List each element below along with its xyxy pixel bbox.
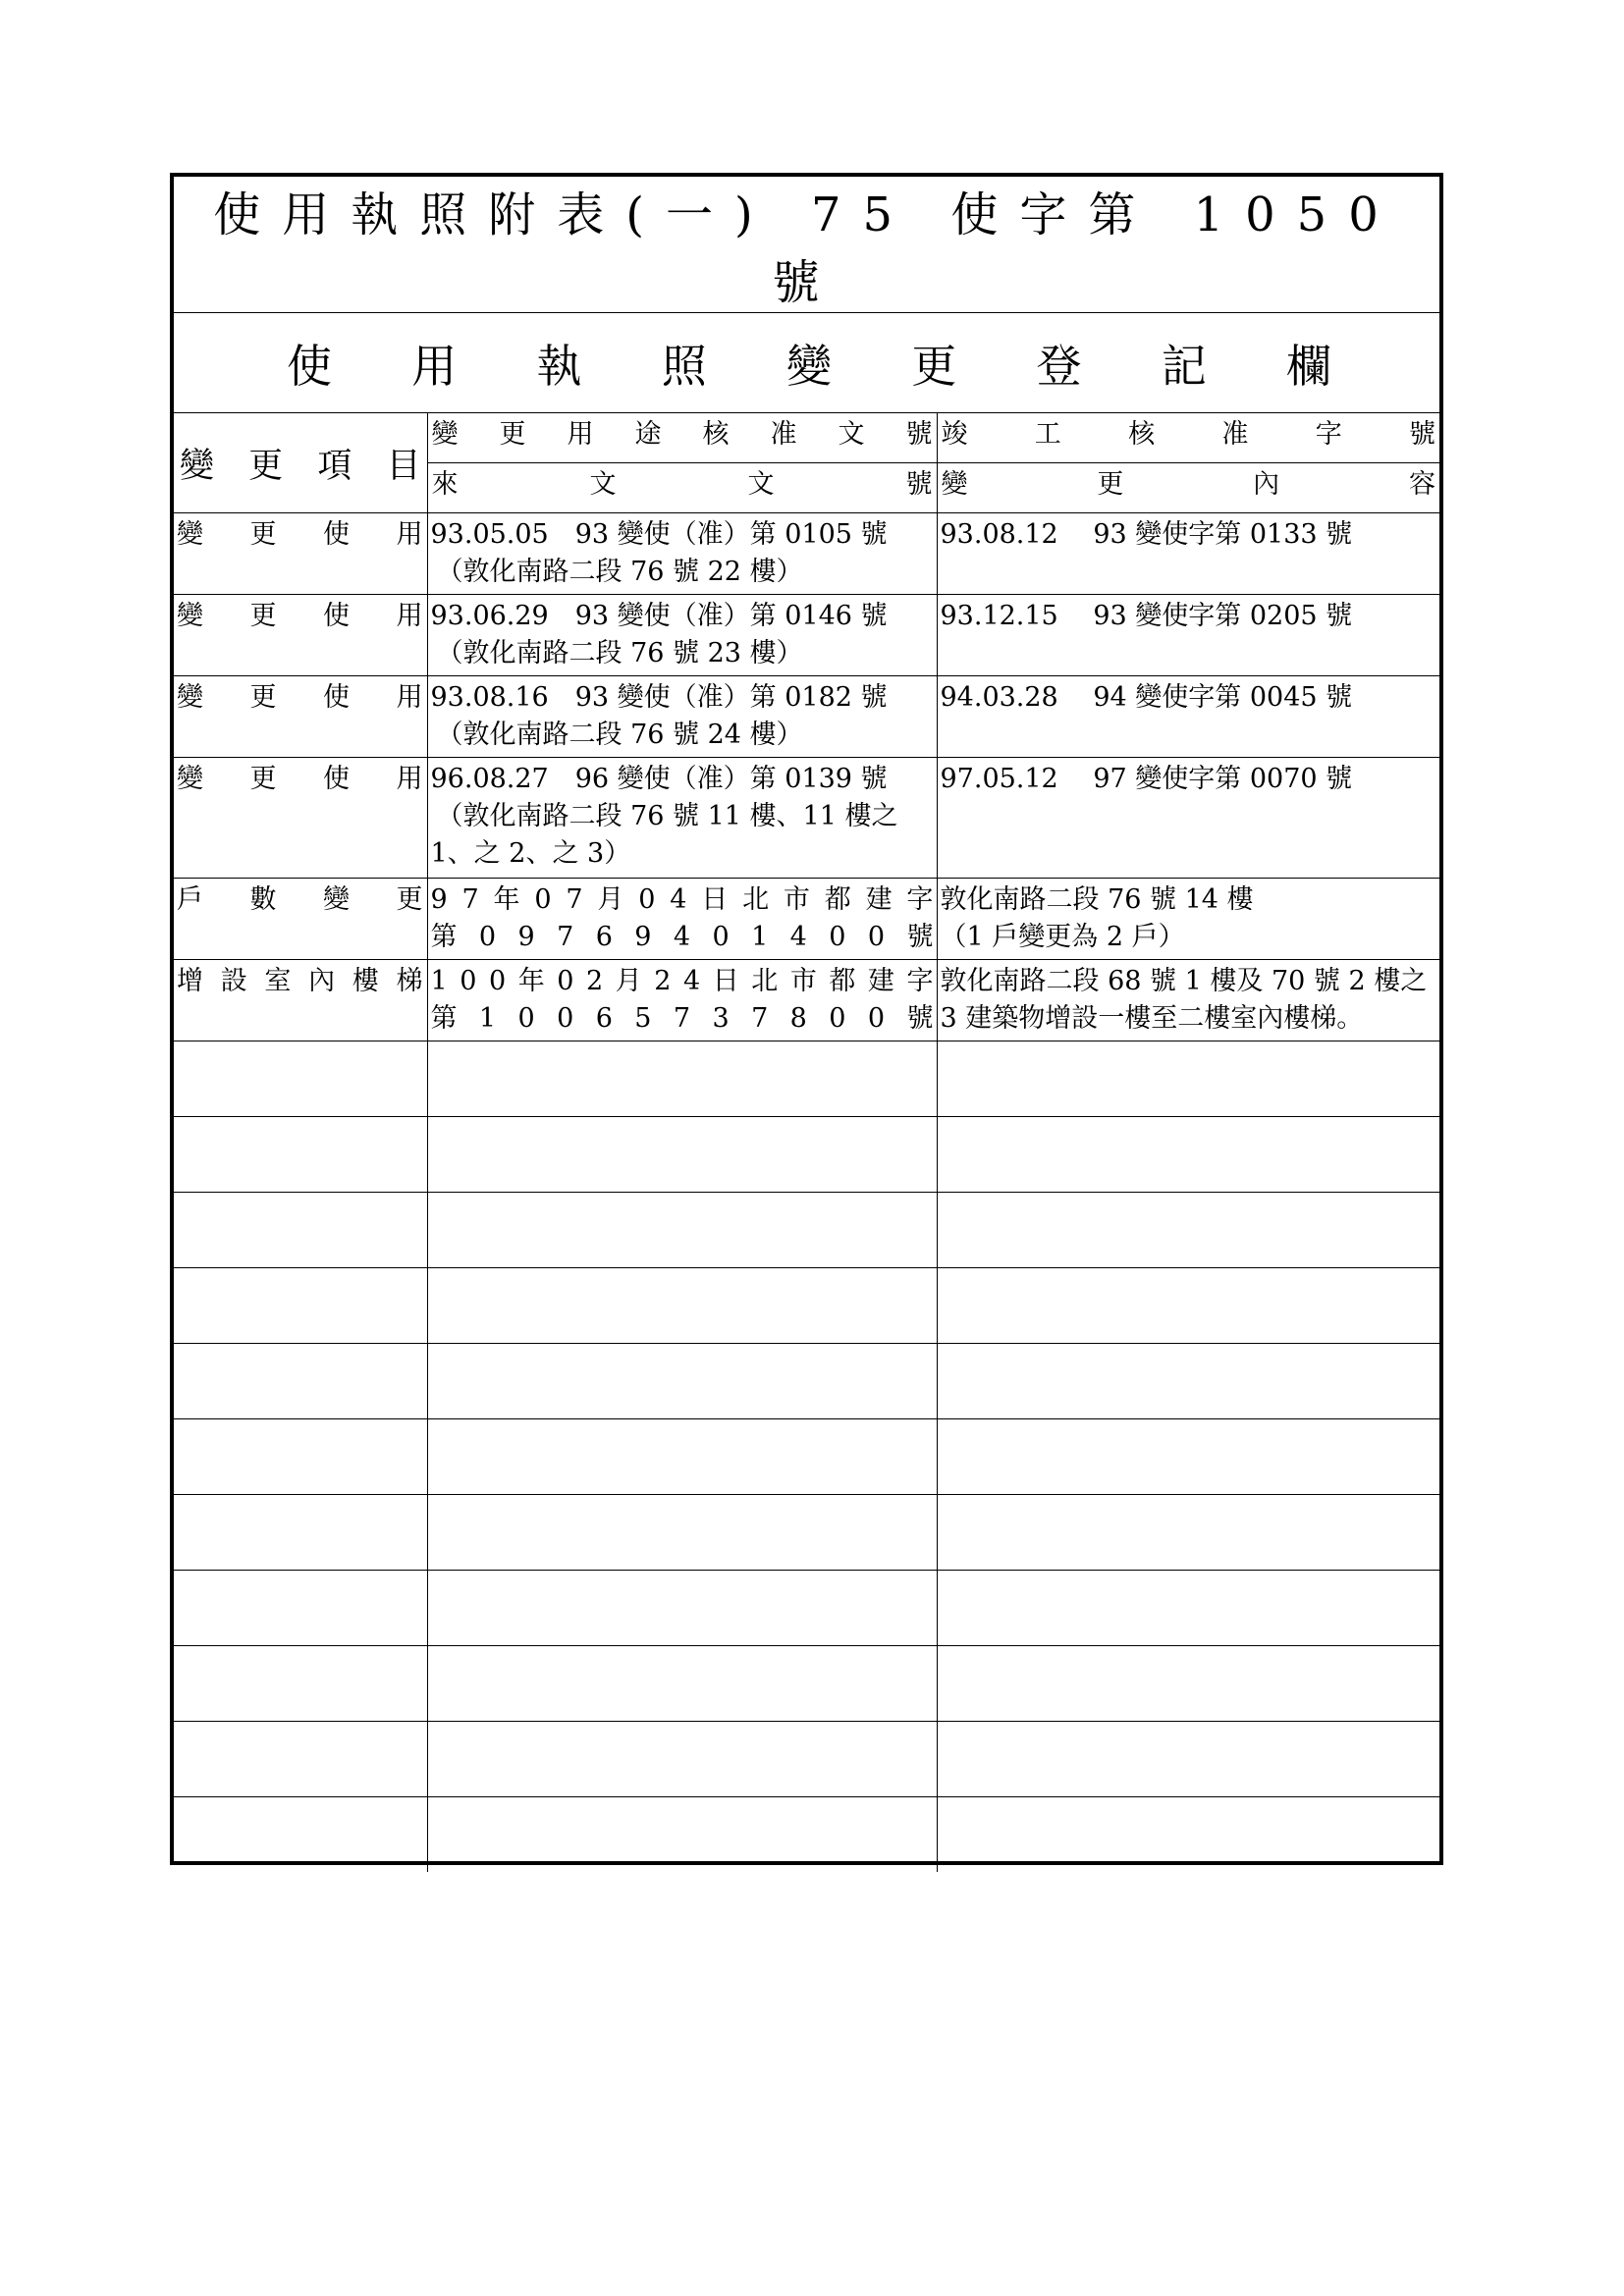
header-completion-number xyxy=(937,413,1439,463)
label-char: 更 xyxy=(249,682,277,713)
label-char: 號 xyxy=(905,419,933,450)
label-char: 來 xyxy=(431,469,459,500)
label-char: 變 xyxy=(323,884,350,915)
label-char: 文 xyxy=(838,419,865,450)
empty-cell xyxy=(174,1193,427,1268)
label-char: 更 xyxy=(1097,469,1124,500)
label-char: 更 xyxy=(248,446,284,486)
form-subtitle xyxy=(174,313,1439,413)
label-char: 用 xyxy=(396,682,423,713)
label-char: 變 xyxy=(177,601,203,631)
label-char: 0 xyxy=(534,884,552,915)
empty-row xyxy=(174,1193,1439,1268)
label-char: 變 xyxy=(177,519,203,550)
empty-row xyxy=(174,1419,1439,1495)
label-char: 4 xyxy=(673,922,691,952)
label-char: 更 xyxy=(911,339,957,393)
label-char: 目 xyxy=(386,446,421,486)
label-char: 號 xyxy=(905,469,933,500)
row-item xyxy=(174,960,427,1041)
row-document xyxy=(427,960,937,1041)
empty-cell xyxy=(937,1193,1439,1268)
row-item xyxy=(174,513,427,595)
label-char: 北 xyxy=(742,884,770,915)
label-char: 數 xyxy=(249,884,277,915)
label-char: 0 xyxy=(488,966,507,996)
empty-cell xyxy=(174,1268,427,1344)
empty-cell xyxy=(427,1797,937,1873)
label-char: 樓 xyxy=(352,966,379,996)
empty-row xyxy=(174,1268,1439,1344)
empty-cell xyxy=(174,1571,427,1646)
header-change-item xyxy=(174,413,427,513)
label-char: 1 xyxy=(751,922,769,952)
label-char: 6 xyxy=(595,1003,613,1034)
empty-row xyxy=(174,1797,1439,1873)
label-char: 變 xyxy=(786,339,832,393)
row-document: 96.08.27 96 變使（准）第 0139 號 （敦化南路二段 76 號 11 樓、11 樓之 1、之 2、之 3） xyxy=(427,758,937,879)
label-char: 內 xyxy=(1253,469,1280,500)
row-item xyxy=(174,879,427,960)
empty-cell xyxy=(937,1646,1439,1722)
label-char: 2 xyxy=(585,966,604,996)
empty-cell xyxy=(937,1117,1439,1193)
label-char: 增 xyxy=(177,966,203,996)
form-title: 使用執照附表(一) 75 使字第 1050 號 xyxy=(174,177,1439,313)
row-content: 94.03.28 94 變使字第 0045 號 xyxy=(937,676,1439,758)
label-char: 7 xyxy=(751,1003,769,1034)
empty-cell xyxy=(174,1495,427,1571)
table-row xyxy=(174,960,1439,1041)
row-item xyxy=(174,758,427,879)
empty-cell xyxy=(937,1344,1439,1419)
label-char: 2 xyxy=(654,966,672,996)
label-char: 更 xyxy=(249,601,277,631)
label-char: 0 xyxy=(829,922,846,952)
label-char: 9 xyxy=(430,884,448,915)
empty-row xyxy=(174,1495,1439,1571)
empty-row xyxy=(174,1344,1439,1419)
label-char: 更 xyxy=(249,519,277,550)
label-char: 號 xyxy=(906,922,934,952)
label-char: 北 xyxy=(751,966,779,996)
label-char: 用 xyxy=(396,519,423,550)
label-char: 設 xyxy=(220,966,247,996)
empty-cell xyxy=(427,1722,937,1797)
label-char: 7 xyxy=(566,884,583,915)
label-char: 核 xyxy=(702,419,730,450)
label-char: 文 xyxy=(589,469,617,500)
label-char: 都 xyxy=(824,884,851,915)
empty-cell xyxy=(174,1344,427,1419)
row-content: 93.08.12 93 變使字第 0133 號 xyxy=(937,513,1439,595)
label-char: 9 xyxy=(634,922,652,952)
label-char: 項 xyxy=(317,446,352,486)
label-char: 7 xyxy=(673,1003,691,1034)
label-char: 工 xyxy=(1034,419,1061,450)
table-row xyxy=(174,595,1439,676)
label-char: 梯 xyxy=(396,966,423,996)
label-char: 6 xyxy=(595,922,613,952)
row-content: 93.12.15 93 變使字第 0205 號 xyxy=(937,595,1439,676)
empty-cell xyxy=(174,1041,427,1117)
label-char: 變 xyxy=(431,419,459,450)
empty-cell xyxy=(427,1041,937,1117)
label-char: 0 xyxy=(867,922,886,952)
subtitle-chars xyxy=(174,331,1439,396)
label-char: 月 xyxy=(597,884,624,915)
label-char: 變 xyxy=(177,682,203,713)
row-document: 93.08.16 93 變使（准）第 0182 號 （敦化南路二段 76 號 24 樓） xyxy=(427,676,937,758)
label-char: 7 xyxy=(461,884,479,915)
table-row xyxy=(174,676,1439,758)
label-char: 0 xyxy=(557,1003,574,1034)
label-char: 4 xyxy=(670,884,687,915)
label-char: 更 xyxy=(396,884,423,915)
row-document: 93.05.05 93 變使（准）第 0105 號 （敦化南路二段 76 號 22 樓） xyxy=(427,513,937,595)
empty-cell xyxy=(427,1268,937,1344)
label-char: 途 xyxy=(634,419,662,450)
empty-cell xyxy=(937,1495,1439,1571)
label-char: 8 xyxy=(789,1003,807,1034)
label-char: 使 xyxy=(287,339,332,393)
label-char: 變 xyxy=(941,469,968,500)
label-char: 使 xyxy=(323,601,350,631)
label-char: 戶 xyxy=(177,884,203,915)
empty-cell xyxy=(174,1797,427,1873)
table-row xyxy=(174,513,1439,595)
label-char: 0 xyxy=(638,884,656,915)
label-char: 0 xyxy=(867,1003,886,1034)
label-char: 建 xyxy=(867,966,894,996)
label-char: 市 xyxy=(783,884,810,915)
label-char: 4 xyxy=(683,966,701,996)
label-char: 市 xyxy=(789,966,817,996)
label-char: 室 xyxy=(264,966,292,996)
label-char: 登 xyxy=(1036,339,1082,393)
label-char: 0 xyxy=(517,1003,535,1034)
row-item xyxy=(174,595,427,676)
label-char: 文 xyxy=(747,469,775,500)
row-content: 97.05.12 97 變使字第 0070 號 xyxy=(937,758,1439,879)
label-char: 1 xyxy=(430,966,448,996)
empty-cell xyxy=(427,1571,937,1646)
row-content: 敦化南路二段 68 號 1 樓及 70 號 2 樓之 3 建築物增設一樓至二樓室內樓梯。 xyxy=(937,960,1439,1041)
label-char: 建 xyxy=(865,884,893,915)
label-char: 字 xyxy=(906,966,934,996)
empty-cell xyxy=(174,1117,427,1193)
label-char: 欄 xyxy=(1286,339,1331,393)
empty-cell xyxy=(427,1117,937,1193)
header-approval-number xyxy=(427,413,937,463)
label-char: 內 xyxy=(308,966,336,996)
label-char: 第 xyxy=(430,922,458,952)
label-char: 使 xyxy=(323,682,350,713)
label-char: 號 xyxy=(1408,419,1435,450)
label-char: 年 xyxy=(517,966,545,996)
table-row xyxy=(174,879,1439,960)
label-char: 字 xyxy=(906,884,934,915)
empty-cell xyxy=(937,1268,1439,1344)
label-char: 竣 xyxy=(941,419,968,450)
empty-cell xyxy=(427,1646,937,1722)
row-item xyxy=(174,676,427,758)
empty-row xyxy=(174,1041,1439,1117)
label-char: 4 xyxy=(789,922,807,952)
label-char: 都 xyxy=(829,966,856,996)
label-char: 9 xyxy=(517,922,535,952)
label-char: 使 xyxy=(323,764,350,794)
empty-cell xyxy=(427,1193,937,1268)
label-char: 使 xyxy=(323,519,350,550)
label-char: 准 xyxy=(770,419,797,450)
label-char: 0 xyxy=(460,966,477,996)
label-char: 字 xyxy=(1315,419,1342,450)
label-char: 更 xyxy=(249,764,277,794)
empty-row xyxy=(174,1646,1439,1722)
empty-cell xyxy=(937,1571,1439,1646)
empty-cell xyxy=(937,1722,1439,1797)
label-char: 用 xyxy=(567,419,594,450)
label-char: 更 xyxy=(499,419,526,450)
label-char: 執 xyxy=(536,339,582,393)
label-char: 0 xyxy=(478,922,497,952)
row-document: 93.06.29 93 變使（准）第 0146 號 （敦化南路二段 76 號 23 樓） xyxy=(427,595,937,676)
label-char: 用 xyxy=(396,764,423,794)
label-char: 1 xyxy=(478,1003,497,1034)
label-char: 變 xyxy=(180,446,215,486)
empty-cell xyxy=(427,1495,937,1571)
label-char: 記 xyxy=(1161,339,1207,393)
row-document xyxy=(427,879,937,960)
empty-cell xyxy=(937,1041,1439,1117)
label-char: 5 xyxy=(634,1003,652,1034)
label-char: 0 xyxy=(829,1003,846,1034)
label-char: 核 xyxy=(1128,419,1156,450)
label-char: 號 xyxy=(906,1003,934,1034)
empty-row xyxy=(174,1571,1439,1646)
row-content: 敦化南路二段 76 號 14 樓 （1 戶變更為 2 戶） xyxy=(937,879,1439,960)
empty-cell xyxy=(174,1722,427,1797)
empty-row xyxy=(174,1722,1439,1797)
label-char: 0 xyxy=(712,922,730,952)
label-char: 用 xyxy=(396,601,423,631)
label-char: 第 xyxy=(430,1003,458,1034)
label-char: 照 xyxy=(661,339,707,393)
empty-cell xyxy=(937,1797,1439,1873)
empty-cell xyxy=(174,1419,427,1495)
empty-cell xyxy=(174,1646,427,1722)
label-char: 日 xyxy=(712,966,739,996)
label-char: 7 xyxy=(557,922,574,952)
usage-permit-form xyxy=(170,173,1443,1865)
label-char: 用 xyxy=(411,339,458,393)
empty-cell xyxy=(427,1344,937,1419)
header-change-content xyxy=(937,463,1439,513)
label-char: 變 xyxy=(177,764,203,794)
label-char: 0 xyxy=(557,966,574,996)
label-char: 日 xyxy=(701,884,729,915)
header-incoming-number xyxy=(427,463,937,513)
label-char: 月 xyxy=(615,966,642,996)
empty-cell xyxy=(937,1419,1439,1495)
empty-row xyxy=(174,1117,1439,1193)
label-char: 3 xyxy=(712,1003,730,1034)
permit-table xyxy=(174,177,1439,1872)
table-row xyxy=(174,758,1439,879)
label-char: 容 xyxy=(1408,469,1435,500)
label-char: 准 xyxy=(1221,419,1249,450)
empty-cell xyxy=(427,1419,937,1495)
label-char: 年 xyxy=(493,884,520,915)
